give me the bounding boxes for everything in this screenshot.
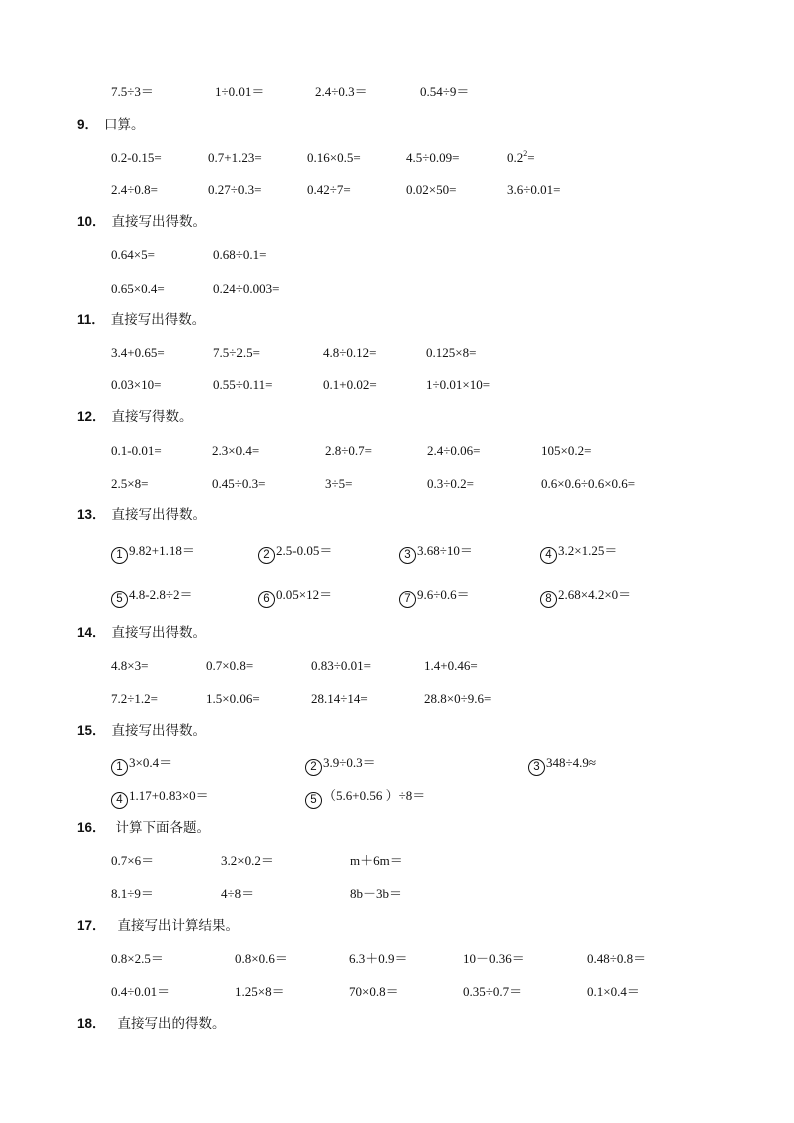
q17-title: 直接写出计算结果。 [117, 918, 240, 934]
q14-title: 直接写出得数。 [111, 625, 207, 641]
circled-number-icon: 7 [399, 591, 416, 608]
q13-item [540, 587, 631, 608]
q14-expr: 1.4+0.46= [424, 658, 478, 673]
q9-equals: = [527, 150, 535, 165]
q15-item [305, 788, 425, 809]
q11-title: 直接写出得数。 [110, 312, 206, 328]
q16-expr: 8b－3b＝ [350, 886, 403, 901]
q17-expr: 0.48÷0.8＝ [587, 951, 647, 966]
q11-expr: 1÷0.01×10= [426, 377, 491, 392]
q17-expr: 6.3＋0.9＝ [349, 951, 408, 966]
q17-expr: 0.8×2.5＝ [111, 951, 164, 966]
q15-heading [77, 723, 206, 739]
q14-expr: 4.8×3= [111, 658, 149, 673]
q9-expr: 0.7+1.23= [208, 150, 262, 165]
q8-expr-1: 7.5÷3＝ [111, 84, 154, 99]
q13-expr: 3.2×1.25＝ [558, 543, 618, 558]
q16-expr: 0.7×6＝ [111, 853, 155, 868]
q13-item [258, 587, 332, 608]
q15-item [528, 755, 596, 776]
circled-number-icon: 1 [111, 547, 128, 564]
q16-heading [77, 820, 210, 836]
q14-expr: 0.7×0.8= [206, 658, 254, 673]
q10-expr: 0.68÷0.1= [213, 247, 267, 262]
q12-title: 直接写得数。 [111, 409, 193, 425]
q9-expr: 3.6÷0.01= [507, 182, 561, 197]
circled-number-icon: 1 [111, 759, 128, 776]
q11-expr: 4.8÷0.12= [323, 345, 377, 360]
circled-number-icon: 5 [111, 591, 128, 608]
q13-heading [77, 507, 206, 523]
q10-number: 10． [77, 214, 106, 229]
q10-title: 直接写出得数。 [111, 214, 207, 230]
q17-expr: 10－0.36＝ [463, 951, 525, 966]
q15-item [111, 788, 209, 809]
q17-expr: 70×0.8＝ [349, 984, 399, 999]
q16-expr: m＋6m＝ [350, 853, 403, 868]
q13-expr: 0.05×12＝ [276, 587, 333, 602]
q13-item [399, 543, 473, 564]
q13-item [111, 543, 195, 564]
q11-expr: 0.125×8= [426, 345, 477, 360]
q8-expr-4: 0.54÷9＝ [420, 84, 470, 99]
q13-expr: 2.5-0.05＝ [276, 543, 333, 558]
q10-heading [77, 214, 206, 230]
q14-number: 14． [77, 625, 106, 640]
circled-number-icon: 5 [305, 792, 322, 809]
q11-expr: 3.4+0.65= [111, 345, 165, 360]
q12-expr: 2.5×8= [111, 476, 149, 491]
circled-number-icon: 2 [305, 759, 322, 776]
q16-expr: 3.2×0.2＝ [221, 853, 274, 868]
q13-expr: 4.8-2.8÷2＝ [129, 587, 193, 602]
q13-item [258, 543, 332, 564]
q14-expr: 7.2÷1.2= [111, 691, 158, 706]
q9-expr: 0.02×50= [406, 182, 457, 197]
q9-expr-power [507, 150, 535, 166]
q14-expr: 28.14÷14= [311, 691, 368, 706]
q10-expr: 0.64×5= [111, 247, 155, 262]
q13-item [540, 543, 617, 564]
q14-expr: 28.8×0÷9.6= [424, 691, 492, 706]
q12-expr: 0.3÷0.2= [427, 476, 474, 491]
q12-expr: 2.3×0.4= [212, 443, 260, 458]
q15-expr: 3×0.4＝ [129, 755, 173, 770]
q13-item [399, 587, 470, 608]
q12-expr: 0.6×0.6÷0.6×0.6= [541, 476, 636, 491]
q15-number: 15． [77, 723, 106, 738]
q16-title: 计算下面各题。 [115, 820, 211, 836]
q12-expr: 0.45÷0.3= [212, 476, 266, 491]
q17-expr: 0.8×0.6＝ [235, 951, 288, 966]
q13-item [111, 587, 192, 608]
q15-expr: 1.17+0.83×0＝ [129, 788, 209, 803]
q16-expr: 4÷8＝ [221, 886, 255, 901]
q11-expr: 0.03×10= [111, 377, 162, 392]
q15-expr: 3.9÷0.3＝ [323, 755, 376, 770]
q11-heading [77, 312, 205, 328]
q13-expr: 9.82+1.18＝ [129, 543, 195, 558]
q15-item [305, 755, 376, 776]
q15-expr: 348÷4.9≈ [546, 755, 597, 770]
q12-expr: 0.1-0.01= [111, 443, 162, 458]
circled-number-icon: 4 [111, 792, 128, 809]
q17-expr: 1.25×8＝ [235, 984, 285, 999]
q13-expr: 9.6÷0.6＝ [417, 587, 470, 602]
q11-number: 11． [77, 312, 105, 327]
q12-number: 12． [77, 409, 106, 424]
q12-expr: 105×0.2= [541, 443, 592, 458]
q9-number: 9． [77, 117, 99, 132]
q15-title: 直接写出得数。 [111, 723, 207, 739]
circled-number-icon: 6 [258, 591, 275, 608]
q8-expr-2: 1÷0.01＝ [215, 84, 265, 99]
q14-expr: 1.5×0.06= [206, 691, 260, 706]
circled-number-icon: 8 [540, 591, 557, 608]
q17-expr: 0.4÷0.01＝ [111, 984, 171, 999]
q9-exponent: 2 [523, 149, 528, 158]
q16-number: 16． [77, 820, 106, 835]
q9-base: 0.2 [507, 150, 524, 165]
q9-expr: 0.42÷7= [307, 182, 351, 197]
q14-expr: 0.83÷0.01= [311, 658, 371, 673]
q13-expr: 2.68×4.2×0＝ [558, 587, 632, 602]
q9-heading [77, 117, 145, 133]
q13-title: 直接写出得数。 [111, 507, 207, 523]
circled-number-icon: 3 [528, 759, 545, 776]
q17-heading [77, 918, 239, 934]
q12-expr: 2.8÷0.7= [325, 443, 372, 458]
q17-expr: 0.35÷0.7＝ [463, 984, 523, 999]
q9-expr: 0.2-0.15= [111, 150, 162, 165]
circled-number-icon: 2 [258, 547, 275, 564]
q9-expr: 0.27÷0.3= [208, 182, 262, 197]
q9-expr: 2.4÷0.8= [111, 182, 158, 197]
circled-number-icon: 3 [399, 547, 416, 564]
q15-item [111, 755, 172, 776]
q11-expr: 0.1+0.02= [323, 377, 377, 392]
q17-expr: 0.1×0.4＝ [587, 984, 640, 999]
q9-expr: 0.16×0.5= [307, 150, 361, 165]
q12-expr: 3÷5= [325, 476, 353, 491]
q9-title: 口算。 [104, 117, 145, 133]
q10-expr: 0.65×0.4= [111, 281, 165, 296]
q12-expr: 2.4÷0.06= [427, 443, 481, 458]
q15-expr: （5.6+0.56 ）÷8＝ [323, 788, 426, 803]
q10-expr: 0.24÷0.003= [213, 281, 280, 296]
q11-expr: 7.5÷2.5= [213, 345, 260, 360]
q9-expr: 4.5÷0.09= [406, 150, 460, 165]
circled-number-icon: 4 [540, 547, 557, 564]
q13-expr: 3.68÷10＝ [417, 543, 473, 558]
q18-heading [77, 1016, 226, 1032]
q17-number: 17． [77, 918, 106, 933]
q8-expr-3: 2.4÷0.3＝ [315, 84, 368, 99]
q12-heading [77, 409, 193, 425]
q13-number: 13． [77, 507, 106, 522]
q11-expr: 0.55÷0.11= [213, 377, 273, 392]
q16-expr: 8.1÷9＝ [111, 886, 154, 901]
q14-heading [77, 625, 206, 641]
q18-number: 18． [77, 1016, 106, 1031]
q18-title: 直接写出的得数。 [117, 1016, 226, 1032]
